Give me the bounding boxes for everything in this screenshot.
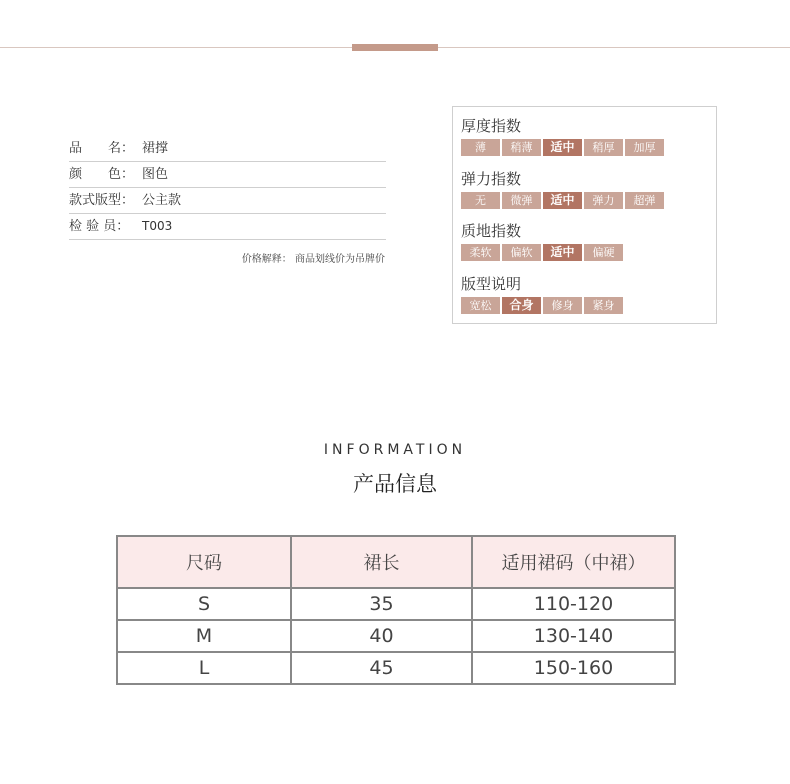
index-cell-selected: 适中 — [543, 244, 582, 261]
index-title: 弹力指数 — [461, 170, 522, 188]
product-info-list — [69, 136, 386, 240]
index-cell: 加厚 — [625, 139, 664, 156]
info-value: 公主款 — [142, 193, 182, 208]
index-cell: 紧身 — [584, 297, 623, 314]
info-row-style — [69, 188, 386, 214]
table-header-cell: 尺码 — [117, 536, 291, 588]
index-cell-selected: 合身 — [502, 297, 541, 314]
table-cell: 130-140 — [472, 620, 675, 652]
info-value: T003 — [142, 219, 173, 233]
index-cell: 微弹 — [502, 192, 541, 209]
table-cell: 40 — [291, 620, 472, 652]
info-value: 裙撑 — [142, 141, 169, 156]
index-cell: 薄 — [461, 139, 500, 156]
table-cell: M — [117, 620, 291, 652]
info-row-color — [69, 162, 386, 188]
table-row — [117, 620, 675, 652]
index-cell: 偏硬 — [584, 244, 623, 261]
table-row — [117, 652, 675, 684]
info-value: 图色 — [142, 167, 169, 182]
info-label: 款式版型： — [69, 193, 135, 208]
size-table — [116, 535, 676, 685]
index-title: 厚度指数 — [461, 117, 522, 135]
elasticity-index — [461, 169, 666, 209]
info-label: 检 验 员： — [69, 219, 130, 234]
table-cell: 45 — [291, 652, 472, 684]
index-cell-selected: 适中 — [543, 192, 582, 209]
section-heading-cn: 产品信息 — [353, 472, 437, 496]
index-cell: 弹力 — [584, 192, 623, 209]
index-scale — [461, 244, 625, 261]
index-title: 版型说明 — [461, 275, 522, 293]
index-cell: 偏软 — [502, 244, 541, 261]
info-label: 颜 色： — [69, 167, 135, 182]
index-cell: 无 — [461, 192, 500, 209]
table-header-row — [117, 536, 675, 588]
info-row-inspector — [69, 214, 386, 240]
index-cell: 修身 — [543, 297, 582, 314]
index-scale — [461, 192, 666, 209]
index-scale — [461, 297, 625, 314]
index-cell: 稍厚 — [584, 139, 623, 156]
top-accent-bar — [352, 44, 438, 51]
index-panel — [452, 106, 717, 324]
table-header-cell: 适用裙码（中裙） — [472, 536, 675, 588]
thickness-index — [461, 116, 666, 156]
fit-index — [461, 274, 625, 314]
table-row — [117, 588, 675, 620]
index-cell: 柔软 — [461, 244, 500, 261]
index-cell: 超弹 — [625, 192, 664, 209]
table-cell: 35 — [291, 588, 472, 620]
section-heading-en: INFORMATION — [323, 442, 467, 458]
info-row-name — [69, 136, 386, 162]
index-scale — [461, 139, 666, 156]
table-cell: 110-120 — [472, 588, 675, 620]
table-header-cell: 裙长 — [291, 536, 472, 588]
index-cell: 稍薄 — [502, 139, 541, 156]
index-cell: 宽松 — [461, 297, 500, 314]
index-title: 质地指数 — [461, 222, 522, 240]
price-note: 价格解释： 商品划线价为吊牌价 — [241, 254, 385, 265]
texture-index — [461, 221, 625, 261]
info-label: 品 名： — [69, 141, 135, 156]
table-cell: S — [117, 588, 291, 620]
index-cell-selected: 适中 — [543, 139, 582, 156]
table-cell: 150-160 — [472, 652, 675, 684]
table-cell: L — [117, 652, 291, 684]
